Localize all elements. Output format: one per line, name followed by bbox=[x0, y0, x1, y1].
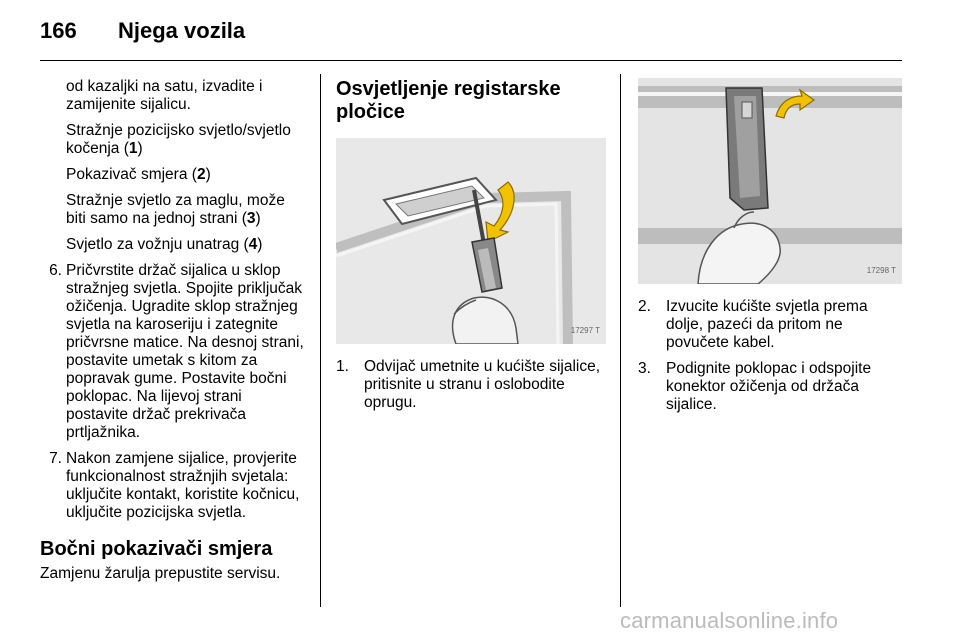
side-indicators-text: Zamjenu žarulja prepustite servisu. bbox=[40, 565, 281, 582]
paragraph-continuation: od kazaljki na satu, izvadite i zamijenite sijalicu. bbox=[66, 78, 263, 113]
column-1 bbox=[40, 78, 308, 583]
list-item-1: 1. Odvijač umetnite u kućište sijalice, pritisnite u stranu i oslobodite oprugu. bbox=[336, 358, 601, 411]
section-heading-side-indicators: Bočni pokazivači smjera bbox=[40, 538, 273, 560]
list-item-6: 6. Pričvrstite držač sijalica u sklop stražnjeg svjetla. Spojite priključak ožičenja. Ugradite sklop stražnjeg svjetla na karoseriju i zategnite pričvrsne matice. Na desnoj strani, postavite umetak s kitom za popravak gume. Postavite bočni poklopac. Na lijevoj strani postavite držač prekrivača prtljažnika. bbox=[49, 262, 304, 441]
figure-label: 17298 T bbox=[866, 266, 896, 275]
paragraph-turn-signal: Pokazivač smjera (2) bbox=[66, 166, 211, 183]
list-item-7: 7. Nakon zamjene sijalice, provjerite funkcionalnost stražnjih svjetala: uključite kontakt, koristite kočnicu, uključite pozicijska svjetla. bbox=[49, 450, 300, 521]
column-separator-1 bbox=[320, 74, 321, 607]
screwdriver-illustration bbox=[336, 138, 606, 344]
list-item-3: 3. Podignite poklopac i odspojite konektor ožičenja od držača sijalice. bbox=[638, 360, 872, 413]
column-separator-2 bbox=[620, 74, 621, 607]
page-number: 166 bbox=[40, 18, 77, 43]
paragraph-reverse-light: Svjetlo za vožnju unatrag (4) bbox=[66, 236, 263, 253]
figure-plate-light bbox=[336, 138, 606, 344]
column-2 bbox=[336, 78, 606, 420]
header-rule bbox=[40, 60, 902, 61]
figure-label: 17297 T bbox=[570, 326, 600, 335]
paragraph-rear-position-light: Stražnje pozicijsko svjetlo/svjetlo kočenja (1) bbox=[66, 122, 291, 157]
housing-illustration bbox=[638, 78, 902, 284]
figure-light-housing bbox=[638, 78, 902, 284]
paragraph-fog-light: Stražnje svjetlo za maglu, može biti samo na jednoj strani (3) bbox=[66, 192, 285, 227]
column-3 bbox=[638, 78, 902, 422]
section-heading-plate-light: Osvjetljenje registarske pločice bbox=[336, 78, 561, 123]
watermark: carmanualsonline.info bbox=[620, 608, 839, 633]
page-title: Njega vozila bbox=[118, 18, 246, 43]
list-item-2: 2. Izvucite kućište svjetla prema dolje, pazeći da pritom ne povučete kabel. bbox=[638, 298, 868, 351]
